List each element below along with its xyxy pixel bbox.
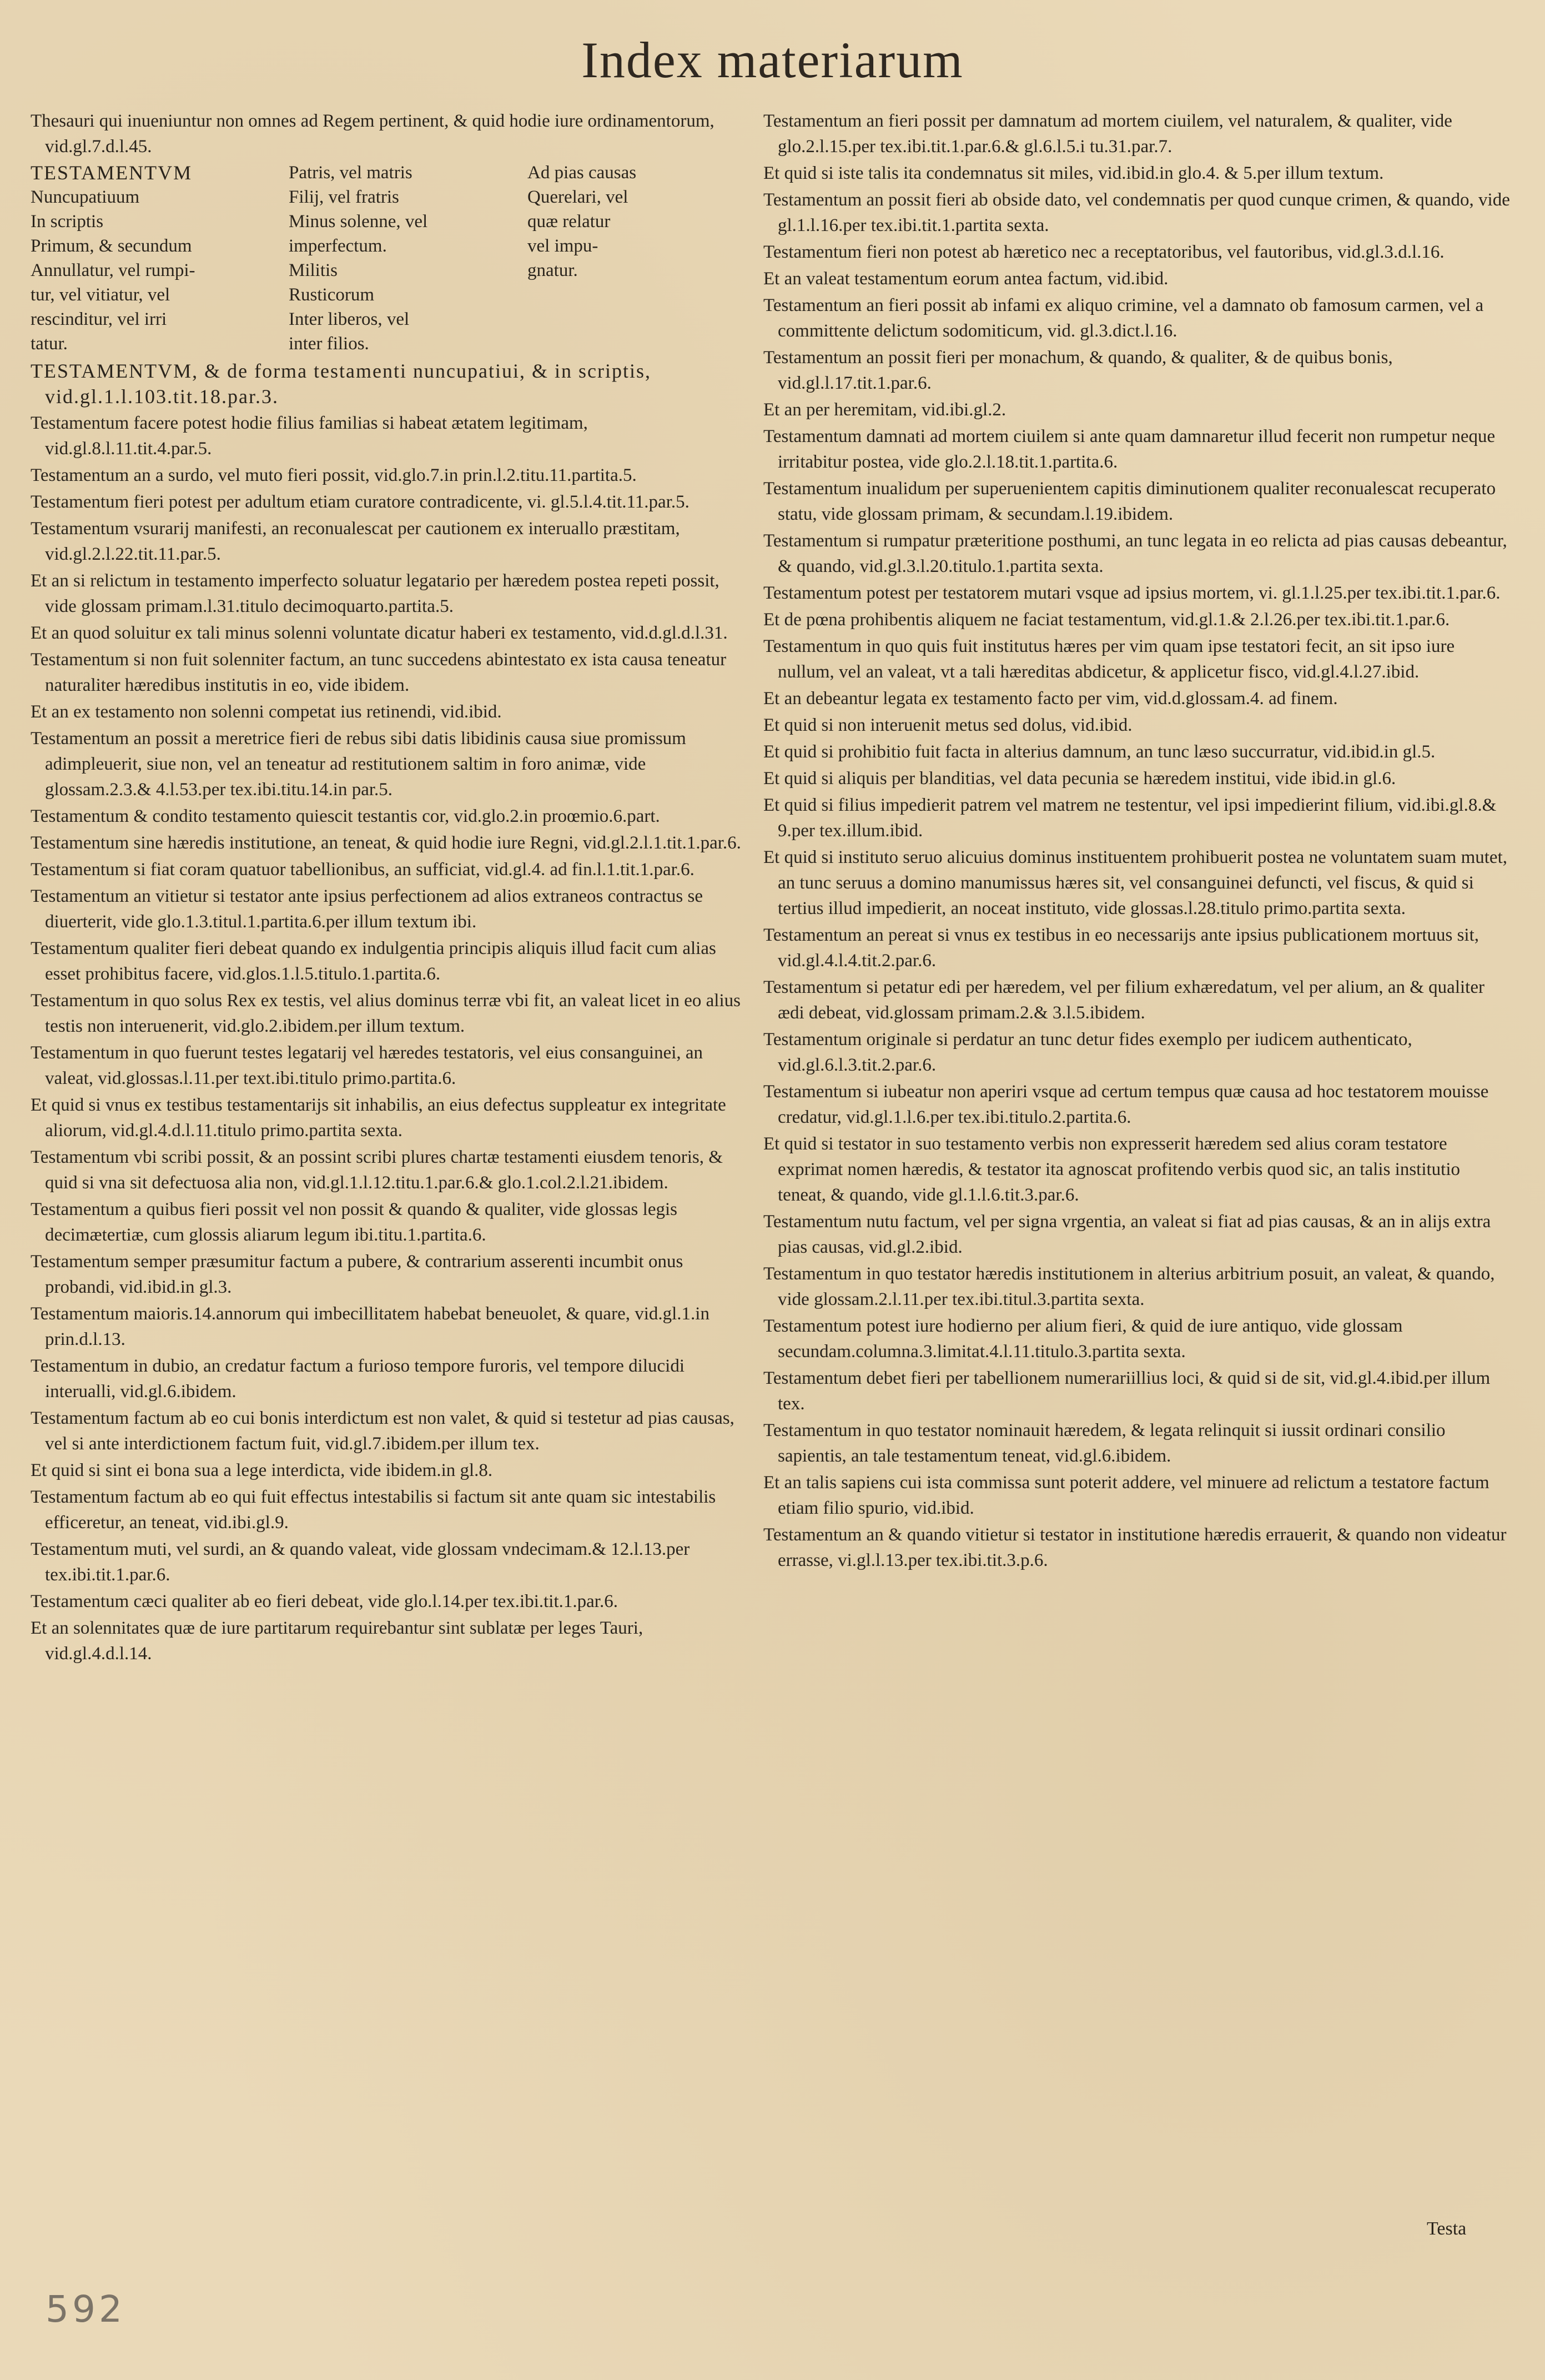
grid-cell xyxy=(527,332,749,356)
index-entry: Testamentum si iubeatur non aperiri vsque ad certum tempus quæ causa ad hoc testatorem mouisse credatur, vid.gl.1.l.6.per tex.ibi.titulo.2.partita.6. xyxy=(763,1082,1489,1127)
index-entry: Et an debeantur legata ex testamento facto per vim, vid.d.glossam.4. ad finem. xyxy=(763,689,1338,709)
grid-cell xyxy=(527,283,749,307)
grid-cell: Nuncupatiuum xyxy=(31,187,140,207)
index-entry: Testamentum potest per testatorem mutari vsque ad ipsius mortem, vi. gl.1.l.25.per tex.ibi.tit.1.par.6. xyxy=(763,583,1501,603)
index-entry: Testamentum fieri potest per adultum etiam curatore contradicente, vi. gl.5.l.4.tit.11.par.5. xyxy=(31,492,690,512)
index-entry: Et an quod soluitur ex tali minus solenni voluntate dicatur haberi ex testamento, vid.d.gl.d.l.31. xyxy=(31,623,728,643)
index-entry: Et quid si sint ei bona sua a lege interdicta, vide ibidem.in gl.8. xyxy=(31,1460,493,1480)
catchword: Testa xyxy=(1427,2218,1467,2239)
grid-cell: Querelari, vel xyxy=(527,187,628,207)
index-entry: Testamentum si fiat coram quatuor tabellionibus, an sufficiat, vid.gl.4. ad fin.l.1.tit.1.par.6. xyxy=(31,860,695,880)
index-entry: Et quid si instituto seruo alicuius dominus instituentem prohibuerit postea ne voluntatem suam mutet, an tunc seruus a domino manumissus hæres sit, vel consanguinei defuncti, vel fiscus, & quid si tertius illud impedierit, an noceat instituto, vide glossas.l.28.titulo primo.partita sexta. xyxy=(763,847,1507,918)
index-entry: Et an solennitates quæ de iure partitarum requirebantur sint sublatæ per leges Tauri, vid.gl.4.d.l.14. xyxy=(31,1618,643,1664)
grid-cell: inter filios. xyxy=(289,334,369,354)
section-heading: TESTAMENTVM, & de forma testamenti nuncupatiui, & in scriptis, vid.gl.1.l.103.tit.18.par.3. xyxy=(31,360,651,408)
grid-cell: imperfectum. xyxy=(289,236,387,256)
folio-number: 592 xyxy=(46,2288,125,2331)
index-entry: Testamentum damnati ad mortem ciuilem si ante quam damnaretur illud fecerit non rumpetur neque irritabitur postea, vide glo.2.l.18.tit.1.partita.6. xyxy=(763,426,1496,472)
index-entry: Testamentum sine hæredis institutione, an teneat, & quid hodie iure Regni, vid.gl.2.l.1.tit.1.par.6. xyxy=(31,833,741,853)
testamentum-subject-grid xyxy=(31,160,752,356)
index-entry: Testamentum in quo solus Rex ex testis, vel alius dominus terræ vbi fit, an valeat licet in eo alius testis non interuenerit, vid.glo.2.ibidem.per illum textum. xyxy=(31,991,741,1036)
index-entry: Testamentum factum ab eo qui fuit effectus intestabilis si factum sit ante quam sic intestabilis efficeretur, an teneat, vid.ibi.gl.9. xyxy=(31,1487,716,1533)
index-entry: Et quid si filius impedierit patrem vel matrem ne testentur, vel ipsi impedierint filium, vid.ibi.gl.8.& 9.per tex.illum.ibid. xyxy=(763,795,1497,841)
index-entry: Et quid si non interuenit metus sed dolus, vid.ibid. xyxy=(763,715,1133,735)
index-entry: Et an valeat testamentum eorum antea factum, vid.ibid. xyxy=(763,269,1169,289)
index-entry: Testamentum facere potest hodie filius familias si habeat ætatem legitimam, vid.gl.8.l.11.tit.4.par.5. xyxy=(31,413,588,459)
index-entry: Testamentum inualidum per superuenientem capitis diminutionem qualiter reconualescat recuperato statu, vide glossam primam, & secundam.l.19.ibidem. xyxy=(763,479,1496,524)
grid-cell: gnatur. xyxy=(527,260,578,280)
index-entry: Testamentum potest iure hodierno per alium fieri, & quid de iure antiquo, vide glossam secundam.columna.3.limitat.4.l.11.titulo.3.partita sexta. xyxy=(763,1316,1403,1362)
index-entry: Testamentum an possit fieri per monachum, & quando, & qualiter, & de quibus bonis, vid.gl.l.17.tit.1.par.6. xyxy=(763,348,1393,393)
index-entry: Testamentum an & quando vitietur si testator in institutione hæredis errauerit, & quando non videatur errasse, vi.gl.l.13.per tex.ibi.tit.3.p.6. xyxy=(763,1525,1507,1570)
index-entry: Testamentum factum ab eo cui bonis interdictum est non valet, & quid si testetur ad pias causas, vel si ante interdictionem factum fuit, vid.gl.7.ibidem.per illum tex. xyxy=(31,1408,734,1454)
index-entry: Testamentum si non fuit solenniter factum, an tunc succedens abintestato ex ista causa teneatur naturaliter hæredibus institutis in eo, vide ibidem. xyxy=(31,650,727,695)
grid-cell: In scriptis xyxy=(31,212,104,232)
index-entry: Testamentum in quo testator nominauit hæredem, & legata relinquit si iussit ordinari consilio sapientis, an tale testamentum teneat, vid.gl.6.ibidem. xyxy=(763,1420,1446,1466)
index-entry: Et quid si prohibitio fuit facta in alterius damnum, an tunc læso succurratur, vid.ibid.in gl.5. xyxy=(763,742,1436,762)
index-entry-intro: Thesauri qui inueniuntur non omnes ad Regem pertinent, & quid hodie iure ordinamentorum, vid.gl.7.d.l.45. xyxy=(31,111,714,157)
index-entry: Testamentum fieri non potest ab hæretico nec a receptatoribus, vel fautoribus, vid.gl.3.d.l.16. xyxy=(763,242,1445,262)
grid-cell: Primum, & secundum xyxy=(31,236,192,256)
index-entry: Testamentum in quo testator hæredis institutionem in alterius arbitrium posuit, an valeat, & quando, vide glossam.2.l.11.per tex.ibi.titul.3.partita sexta. xyxy=(763,1264,1495,1309)
grid-cell: Ad pias causas xyxy=(527,163,637,183)
index-entry: Et quid si vnus ex testibus testamentarijs sit inhabilis, an eius defectus suppleatur ex integritate aliorum, vid.gl.4.d.l.11.titulo primo.partita sexta. xyxy=(31,1095,726,1141)
index-entry: Testamentum originale si perdatur an tunc detur fides exemplo per iudicem authenticato, vid.gl.6.l.3.tit.2.par.6. xyxy=(763,1030,1412,1075)
grid-cell: quæ relatur xyxy=(527,212,611,232)
grid-cell: rescinditur, vel irri xyxy=(31,309,167,329)
index-entry: Testamentum an possit fieri ab obside dato, vel condemnatis per quod cunque crimen, & quando, vide gl.1.l.16.per tex.ibi.tit.1.partita sexta. xyxy=(763,190,1510,235)
index-entry: Testamentum an fieri possit ab infami ex aliquo crimine, vel a damnato ob famosum carmen, vel a committente delictum sodomiticum, vid. gl.3.dict.l.16. xyxy=(763,295,1484,341)
index-entry: Et an ex testamento non solenni competat ius retinendi, vid.ibid. xyxy=(31,702,502,722)
index-entry: Testamentum an vitietur si testator ante ipsius perfectionem ad alios extraneos contractus se diuerterit, vide glo.1.3.titul.1.partita.6.per illum textum ibi. xyxy=(31,886,703,932)
index-entry: Testamentum qualiter fieri debeat quando ex indulgentia principis aliquis illud facit cum alias esset prohibitus facere, vid.glos.1.l.5.titulo.1.partita.6. xyxy=(31,938,716,984)
index-entry: Testamentum an possit a meretrice fieri de rebus sibi datis libidinis causa siue promissum adimpleuerit, siue non, vel an teneatur ad restitutionem saltim in foro animæ, vide glossam.2.3.& 4.l.53.per tex.ibi.titu.14.in par.5. xyxy=(31,729,686,800)
left-column xyxy=(31,108,752,1668)
index-entry: Testamentum muti, vel surdi, an & quando valeat, vide glossam vndecimam.& 12.l.13.per tex.ibi.tit.1.par.6. xyxy=(31,1539,690,1585)
grid-cell: Rusticorum xyxy=(289,285,374,305)
index-entry: Testamentum an pereat si vnus ex testibus in eo necessarijs ante ipsius publicationem mortuus sit, vid.gl.4.l.4.tit.2.par.6. xyxy=(763,925,1479,971)
index-entry: Testamentum vsurarij manifesti, an reconualescat per cautionem ex interuallo præstitam, vid.gl.2.l.22.tit.11.par.5. xyxy=(31,519,680,564)
grid-cell: Minus solenne, vel xyxy=(289,212,428,232)
right-entry-list xyxy=(763,108,1510,1573)
right-column xyxy=(763,108,1510,1574)
index-entry: Testamentum a quibus fieri possit vel non possit & quando & qualiter, vide glossas legis decimætertiæ, cum glossis aliarum legum ibi.titu.1.partita.6. xyxy=(31,1199,677,1245)
index-entry: Testamentum vbi scribi possit, & an possint scribi plures chartæ testamenti eiusdem tenoris, & quid si vna sit defectuosa alia non, vid.gl.1.l.12.titu.1.par.6.& glo.1.col.2.l.21.ibidem. xyxy=(31,1147,723,1193)
index-entry: Testamentum semper præsumitur factum a pubere, & contrarium asserenti incumbit onus probandi, vid.ibid.in gl.3. xyxy=(31,1252,683,1297)
index-entry: Et an si relictum in testamento imperfecto soluatur legatario per hæredem postea repeti possit, vide glossam primam.l.31.titulo decimoquarto.partita.5. xyxy=(31,571,719,616)
index-entry: Testamentum in dubio, an credatur factum a furioso tempore furoris, vel tempore dilucidi interualli, vid.gl.6.ibidem. xyxy=(31,1356,685,1402)
index-entry: Testamentum in quo fuerunt testes legatarij vel hæredes testatoris, vel eius consanguinei, an valeat, vid.glossas.l.11.per text.ibi.titulo primo.partita.6. xyxy=(31,1043,703,1088)
grid-cell: Militis xyxy=(289,260,338,280)
page-title: Index materiarum xyxy=(581,32,964,88)
index-entry: Testamentum an fieri possit per damnatum ad mortem ciuilem, vel naturalem, & qualiter, vide glo.2.l.15.per tex.ibi.tit.1.par.6.& gl.6.l.5.i tu.31.par.7. xyxy=(763,111,1452,157)
index-entry: Testamentum maioris.14.annorum qui imbecillitatem habebat beneuolet, & quare, vid.gl.1.in prin.d.l.13. xyxy=(31,1304,709,1349)
grid-cell: tatur. xyxy=(31,334,68,354)
index-entry: Testamentum si petatur edi per hæredem, vel per filium exhæredatum, vel per alium, an & qualiter ædi debeat, vid.glossam primam.2.& 3.l.5.ibidem. xyxy=(763,977,1484,1023)
index-entry: Et de pœna prohibentis aliquem ne faciat testamentum, vid.gl.1.& 2.l.26.per tex.ibi.tit.1.par.6. xyxy=(763,610,1450,630)
grid-cell: Annullatur, vel rumpi- xyxy=(31,260,195,280)
left-entry-list xyxy=(31,410,752,1666)
grid-cell: Filij, vel fratris xyxy=(289,187,399,207)
grid-cell: Patris, vel matris xyxy=(289,163,412,183)
index-entry: Testamentum si rumpatur præteritione posthumi, an tunc legata in eo relicta ad pias causas debeantur, & quando, vid.gl.3.l.20.titulo.1.partita sexta. xyxy=(763,531,1507,576)
index-entry: Testamentum debet fieri per tabellionem numerariillius loci, & quid si de sit, vid.gl.4.ibid.per illum tex. xyxy=(763,1368,1491,1414)
index-entry: Testamentum an a surdo, vel muto fieri possit, vid.glo.7.in prin.l.2.titu.11.partita.5. xyxy=(31,465,637,485)
index-entry: Testamentum in quo quis fuit institutus hæres per vim quam ipse testatori fecit, an sit ipso iure nullum, vel an valeat, vt a tali hæreditas abdicetur, & applicetur fisco, vid.gl.4.l.27.ibid. xyxy=(763,636,1455,682)
grid-cell: vel impu- xyxy=(527,236,598,256)
index-entry: Et an talis sapiens cui ista commissa sunt poterit addere, vel minuere ad relictum a testatore factum etiam filio spurio, vid.ibid. xyxy=(763,1473,1489,1518)
index-entry: Et quid si aliquis per blanditias, vel data pecunia se hæredem institui, vide ibid.in gl.6. xyxy=(763,769,1396,789)
grid-cell: Inter liberos, vel xyxy=(289,309,410,329)
index-entry: Et quid si testator in suo testamento verbis non expresserit hæredem sed alius coram testatore exprimat nomen hæredis, & testator ita agnoscat profitendo verbis quod sic, an talis institutio teneat, & quando, vide gl.1.l.6.tit.3.par.6. xyxy=(763,1134,1461,1205)
grid-cell xyxy=(527,307,749,332)
index-entry: Et quid si iste talis ita condemnatus sit miles, vid.ibid.in glo.4. & 5.per illum textum. xyxy=(763,163,1384,183)
index-entry: Et an per heremitam, vid.ibi.gl.2. xyxy=(763,400,1006,420)
grid-cell: TESTAMENTVM xyxy=(31,162,193,184)
index-entry: Testamentum nutu factum, vel per signa vrgentia, an valeat si fiat ad pias causas, & an in alijs extra pias causas, vid.gl.2.ibid. xyxy=(763,1212,1491,1257)
index-entry: Testamentum cæci qualiter ab eo fieri debeat, vide glo.l.14.per tex.ibi.tit.1.par.6. xyxy=(31,1591,618,1611)
index-entry: Testamentum & condito testamento quiescit testantis cor, vid.glo.2.in proœmio.6.part. xyxy=(31,806,660,826)
grid-cell: tur, vel vitiatur, vel xyxy=(31,285,170,305)
